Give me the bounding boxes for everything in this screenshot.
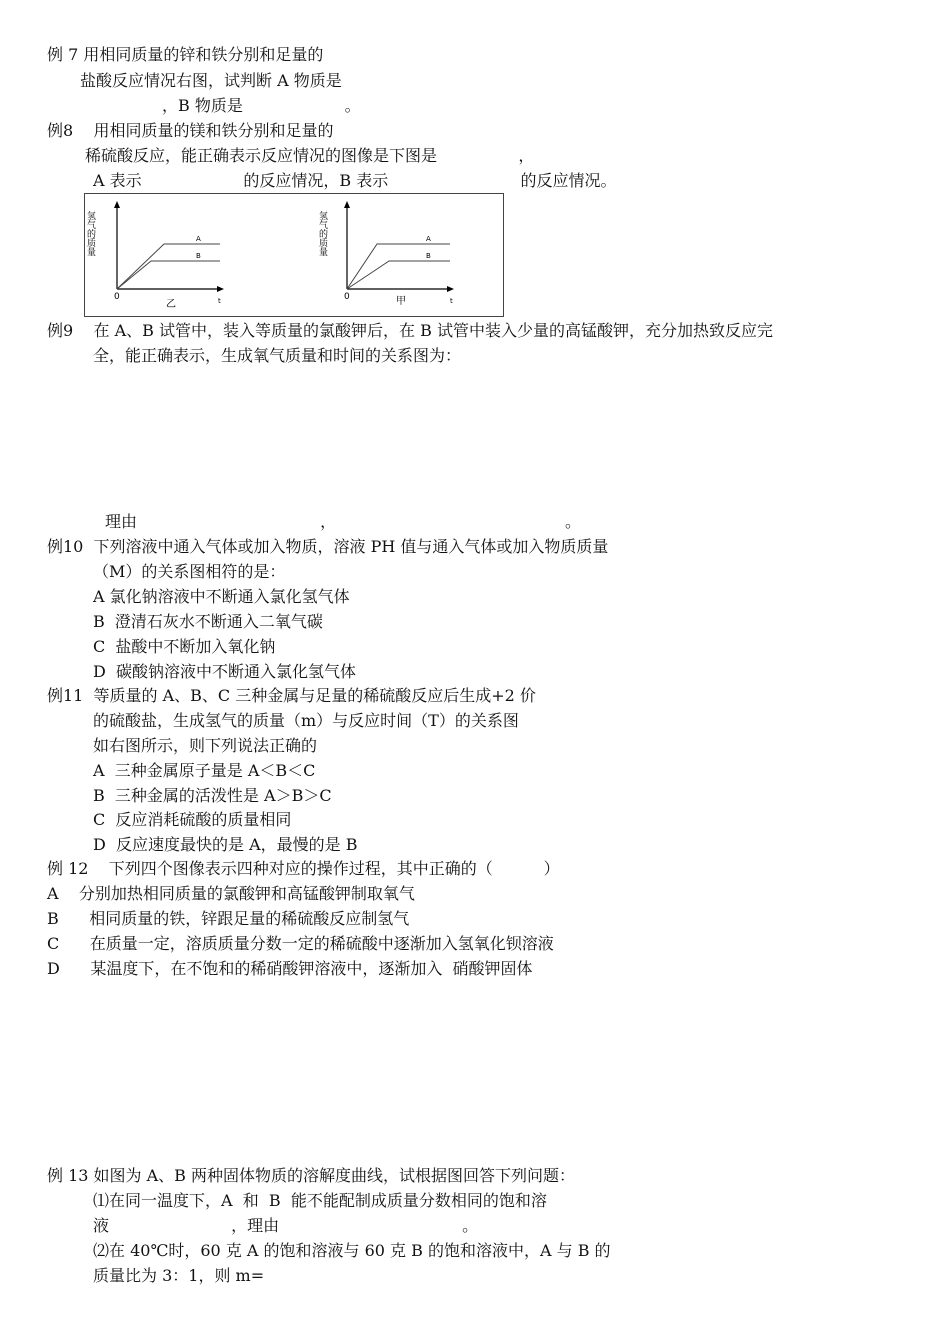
ex8-right-ylabel: 氢气的质量 — [317, 211, 327, 256]
ex11-option-b: B 三种金属的活泼性是 A＞B＞C — [93, 786, 332, 805]
ex12-option-c: C 在质量一定，溶质质量分数一定的稀硫酸中逐渐加入氢氧化钡溶液 — [47, 934, 554, 953]
ex11-line1: 例11 等质量的 A、B、C 三种金属与足量的稀硫酸反应后生成+2 价 — [47, 686, 536, 705]
ex8-left-graph — [85, 201, 224, 310]
ex10-line1: 例10 下列溶液中通入气体或加入物质，溶液 PH 值与通入气体或加入物质质量 — [47, 537, 609, 556]
ex8-left-origin: 0 — [114, 292, 120, 302]
ex7-line1: 例 7 用相同质量的锌和铁分别和足量的 — [47, 45, 324, 64]
ex8-figure — [84, 193, 504, 321]
ex10-option-c: C 盐酸中不断加入氧化钠 — [93, 637, 276, 656]
ex8-right-label-b: B — [426, 252, 431, 260]
ex12-option-a: A 分别加热相同质量的氯酸钾和高锰酸钾制取氧气 — [47, 884, 415, 903]
ex13-line2: ⑴在同一温度下，A 和 B 能不能配制成质量分数相同的饱和溶 — [93, 1191, 547, 1210]
ex12-option-d: D 某温度下，在不饱和的稀硝酸钾溶液中，逐渐加入 硝酸钾固体 — [47, 959, 533, 978]
ex13-line1: 例 13 如图为 A、B 两种固体物质的溶解度曲线，试根据图回答下列问题： — [47, 1166, 576, 1185]
ex12-line1: 例 12 下列四个图像表示四种对应的操作过程，其中正确的（ ） — [47, 859, 560, 878]
ex11-option-d: D 反应速度最快的是 A，最慢的是 B — [93, 835, 358, 854]
ex13-line5: 质量比为 3：1，则 m= — [93, 1266, 265, 1285]
ex11-option-a: A 三种金属原子量是 A＜B＜C — [93, 761, 316, 780]
ex8-right-caption: 甲 — [396, 296, 406, 307]
ex8-line1: 例8 用相同质量的镁和铁分别和足量的 — [47, 121, 334, 140]
ex12-option-b: B 相同质量的铁，锌跟足量的稀硫酸反应制氢气 — [47, 909, 410, 928]
ex8-left-t: t — [218, 297, 221, 305]
ex11-line3: 如右图所示，则下列说法正确的 — [93, 736, 318, 755]
ex10-option-a: A 氯化钠溶液中不断通入氯化氢气体 — [93, 587, 350, 606]
ex13-line3: 液 ，理由 。 — [93, 1216, 479, 1235]
ex8-left-label-a: A — [196, 235, 201, 243]
ex8-right-graph — [317, 201, 454, 307]
ex8-line3: A 表示 的反应情况，B 表示 的反应情况。 — [93, 171, 617, 190]
ex10-option-b: B 澄清石灰水不断通入二氧气碳 — [93, 612, 323, 631]
ex8-left-caption: 乙 — [166, 299, 176, 310]
ex9-reason: 理由 ， 。 — [105, 512, 581, 531]
ex8-right-origin: 0 — [344, 292, 350, 302]
ex9-line2: 全，能正确表示，生成氧气质量和时间的关系图为： — [93, 346, 462, 365]
ex11-line2: 的硫酸盐，生成氢气的质量（m）与反应时间（T）的关系图 — [93, 711, 519, 730]
ex11-option-c: C 反应消耗硫酸的质量相同 — [93, 810, 292, 829]
ex10-line2: （M）的关系图相符的是： — [93, 562, 286, 581]
ex8-left-label-b: B — [196, 252, 201, 260]
ex7-line3: ，B 物质是 。 — [162, 96, 361, 115]
ex8-line2: 稀硫酸反应，能正确表示反应情况的图像是下图是 ， — [85, 146, 535, 165]
ex9-line1: 例9 在 A、B 试管中，装入等质量的氯酸钾后，在 B 试管中装入少量的高锰酸钾，充分加热致反应完 — [47, 321, 773, 340]
ex10-option-d: D 碳酸钠溶液中不断通入氯化氢气体 — [93, 662, 357, 681]
ex8-right-t: t — [450, 297, 453, 305]
ex7-line2: 盐酸反应情况右图，试判断 A 物质是 — [80, 71, 342, 90]
ex8-right-label-a: A — [426, 235, 431, 243]
ex13-line4: ⑵在 40℃时，60 克 A 的饱和溶液与 60 克 B 的饱和溶液中，A 与 B 的 — [93, 1241, 611, 1260]
ex8-left-ylabel: 氢气的质量 — [85, 211, 95, 256]
